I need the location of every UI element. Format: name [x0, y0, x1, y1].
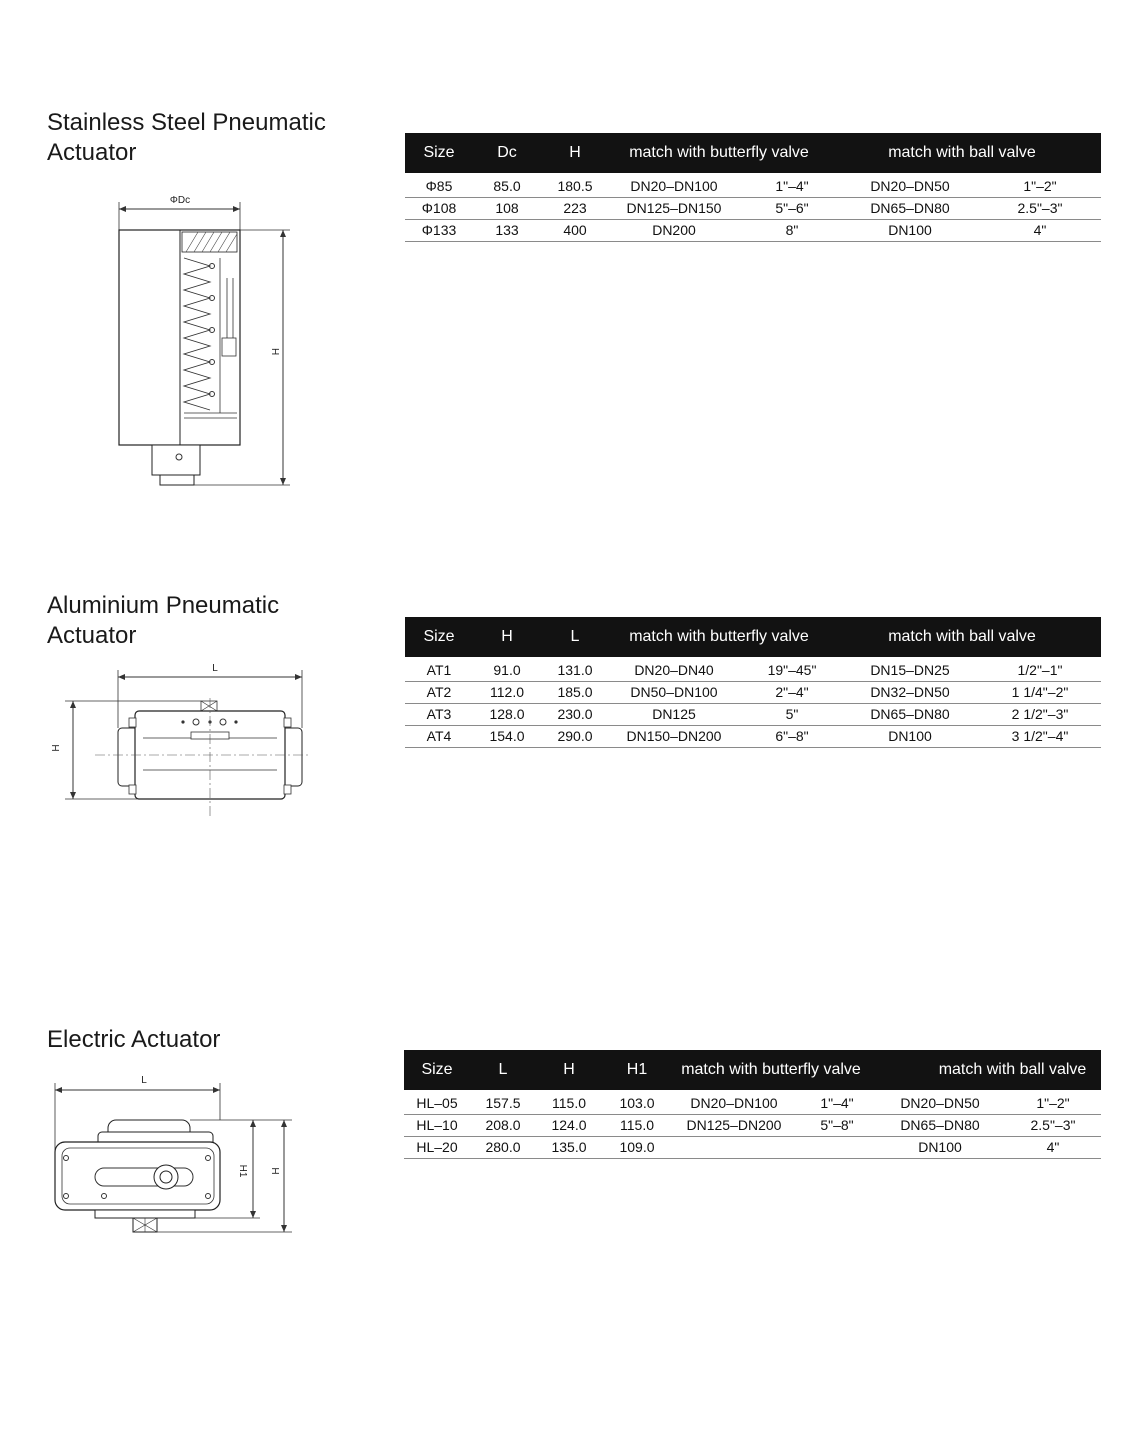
section-title-stainless: Stainless Steel Pneumatic Actuator [47, 109, 326, 166]
table-header: Size L H H1 match with butterfly valve match with ball valve [404, 1050, 1101, 1090]
table-header: Size Dc H match with butterfly valve match with ball valve [405, 133, 1101, 173]
electric-actuator-drawing [40, 1070, 300, 1238]
table-row: HL–10 208.0 124.0 115.0 DN125–DN200 5"–8" DN65–DN80 2.5"–3" [404, 1115, 1101, 1137]
table-row: AT3 128.0 230.0 DN125 5" DN65–DN80 2 1/2"–3" [405, 704, 1101, 726]
dim-l-label: L [212, 663, 218, 674]
table-row: Φ108 108 223 DN125–DN150 5"–6" DN65–DN80 2.5"–3" [405, 198, 1101, 220]
table-row: AT4 154.0 290.0 DN150–DN200 6"–8" DN100 3 1/2"–4" [405, 726, 1101, 748]
table-row: HL–05 157.5 115.0 103.0 DN20–DN100 1"–4" DN20–DN50 1"–2" [404, 1093, 1101, 1115]
table-row: AT1 91.0 131.0 DN20–DN40 19"–45" DN15–DN25 1/2"–1" [405, 660, 1101, 682]
table-row: HL–20 280.0 135.0 109.0 DN100 4" [404, 1137, 1101, 1159]
dim-h-label: H [269, 348, 280, 356]
section-title-electric: Electric Actuator [47, 1026, 221, 1053]
dim-h-label: H [269, 1167, 280, 1175]
table-row: AT2 112.0 185.0 DN50–DN100 2"–4" DN32–DN50 1 1/4"–2" [405, 682, 1101, 704]
aluminium-spec-table [405, 617, 1101, 748]
table-row: Φ85 85.0 180.5 DN20–DN100 1"–4" DN20–DN50 1"–2" [405, 176, 1101, 198]
table-row: Φ133 133 400 DN200 8" DN100 4" [405, 220, 1101, 242]
stainless-spec-table [405, 133, 1101, 242]
table-header: Size H L match with butterfly valve match with ball valve [405, 617, 1101, 657]
electric-spec-table [404, 1050, 1101, 1159]
aluminium-actuator-drawing [51, 658, 310, 823]
dim-h1-label: H1 [237, 1164, 248, 1178]
dim-dc-label: ΦDc [169, 195, 191, 206]
section-title-aluminium: Aluminium Pneumatic Actuator [47, 592, 280, 649]
stainless-actuator-drawing [100, 188, 310, 493]
dim-h-label: H [51, 744, 62, 752]
dim-l-label: L [141, 1075, 147, 1086]
